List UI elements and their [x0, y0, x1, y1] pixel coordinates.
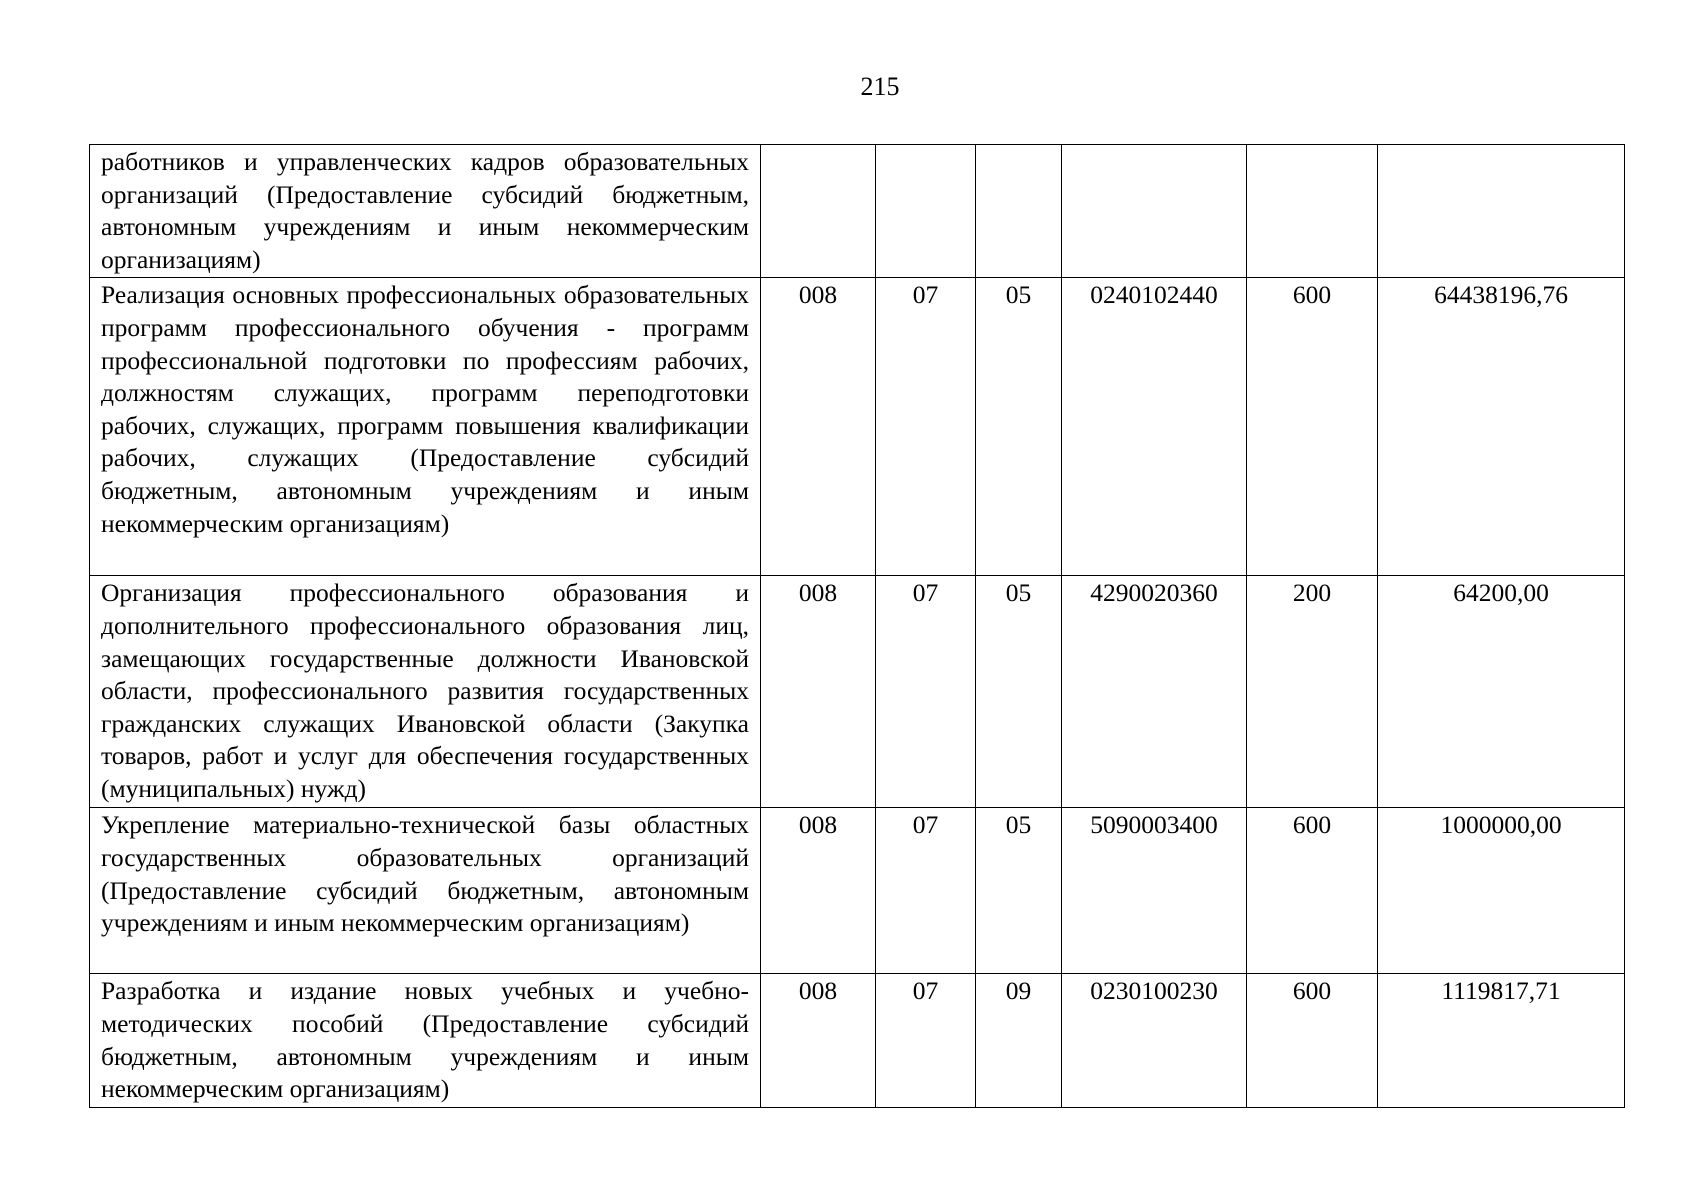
table-row	[90, 278, 1625, 576]
table-row	[90, 145, 1625, 278]
row-ved-code: 008	[761, 974, 876, 1107]
row-subsection-code: 05	[976, 278, 1062, 576]
row-ved-code: 008	[761, 576, 876, 808]
row-description: Реализация основных профессиональных образовательных программ профессионального обучения - программ профессиональной подготовки по профессиям рабочих, должностям служащих, программ переподготовки рабочих, служащих, программ повышения квалификации рабочих, служащих (Предоставление субсидий бюджетным, автономным учреждениям и иным некоммерческим организациям)	[90, 278, 761, 576]
row-subsection-code	[976, 145, 1062, 278]
row-section-code: 07	[876, 576, 976, 808]
row-expense-type-code: 200	[1247, 576, 1378, 808]
table-row	[90, 808, 1625, 974]
row-description: Организация профессионального образования и дополнительного профессионального образования лиц, замещающих государственные должности Ивановской области, профессионального развития государственных гражданских служащих Ивановской области (Закупка товаров, работ и услуг для обеспечения государственных (муниципальных) нужд)	[90, 576, 761, 808]
row-target-code: 5090003400	[1062, 808, 1247, 974]
row-target-code: 0240102440	[1062, 278, 1247, 576]
table-row	[90, 576, 1625, 808]
row-expense-type-code	[1247, 145, 1378, 278]
row-subsection-code: 05	[976, 808, 1062, 974]
row-description: Укрепление материально-технической базы областных государственных образовательных организаций (Предоставление субсидий бюджетным, автономным учреждениям и иным некоммерческим организациям)	[90, 808, 761, 974]
row-section-code	[876, 145, 976, 278]
table-row	[90, 974, 1625, 1107]
row-amount: 1000000,00	[1378, 808, 1625, 974]
row-target-code	[1062, 145, 1247, 278]
row-description: работников и управленческих кадров образовательных организаций (Предоставление субсидий бюджетным, автономным учреждениям и иным некоммерческим организациям)	[90, 145, 761, 278]
row-subsection-code: 05	[976, 576, 1062, 808]
row-description: Разработка и издание новых учебных и учебно-методических пособий (Предоставление субсидий бюджетным, автономным учреждениям и иным некоммерческим организациям)	[90, 974, 761, 1107]
row-section-code: 07	[876, 278, 976, 576]
row-subsection-code: 09	[976, 974, 1062, 1107]
row-amount: 64200,00	[1378, 576, 1625, 808]
row-ved-code: 008	[761, 278, 876, 576]
row-ved-code	[761, 145, 876, 278]
row-section-code: 07	[876, 808, 976, 974]
row-amount	[1378, 145, 1625, 278]
row-section-code: 07	[876, 974, 976, 1107]
row-expense-type-code: 600	[1247, 808, 1378, 974]
row-target-code: 0230100230	[1062, 974, 1247, 1107]
row-ved-code: 008	[761, 808, 876, 974]
row-target-code: 4290020360	[1062, 576, 1247, 808]
row-amount: 1119817,71	[1378, 974, 1625, 1107]
budget-table	[89, 144, 1625, 1108]
row-expense-type-code: 600	[1247, 974, 1378, 1107]
row-expense-type-code: 600	[1247, 278, 1378, 576]
page-number: 215	[860, 72, 900, 101]
row-amount: 64438196,76	[1378, 278, 1625, 576]
